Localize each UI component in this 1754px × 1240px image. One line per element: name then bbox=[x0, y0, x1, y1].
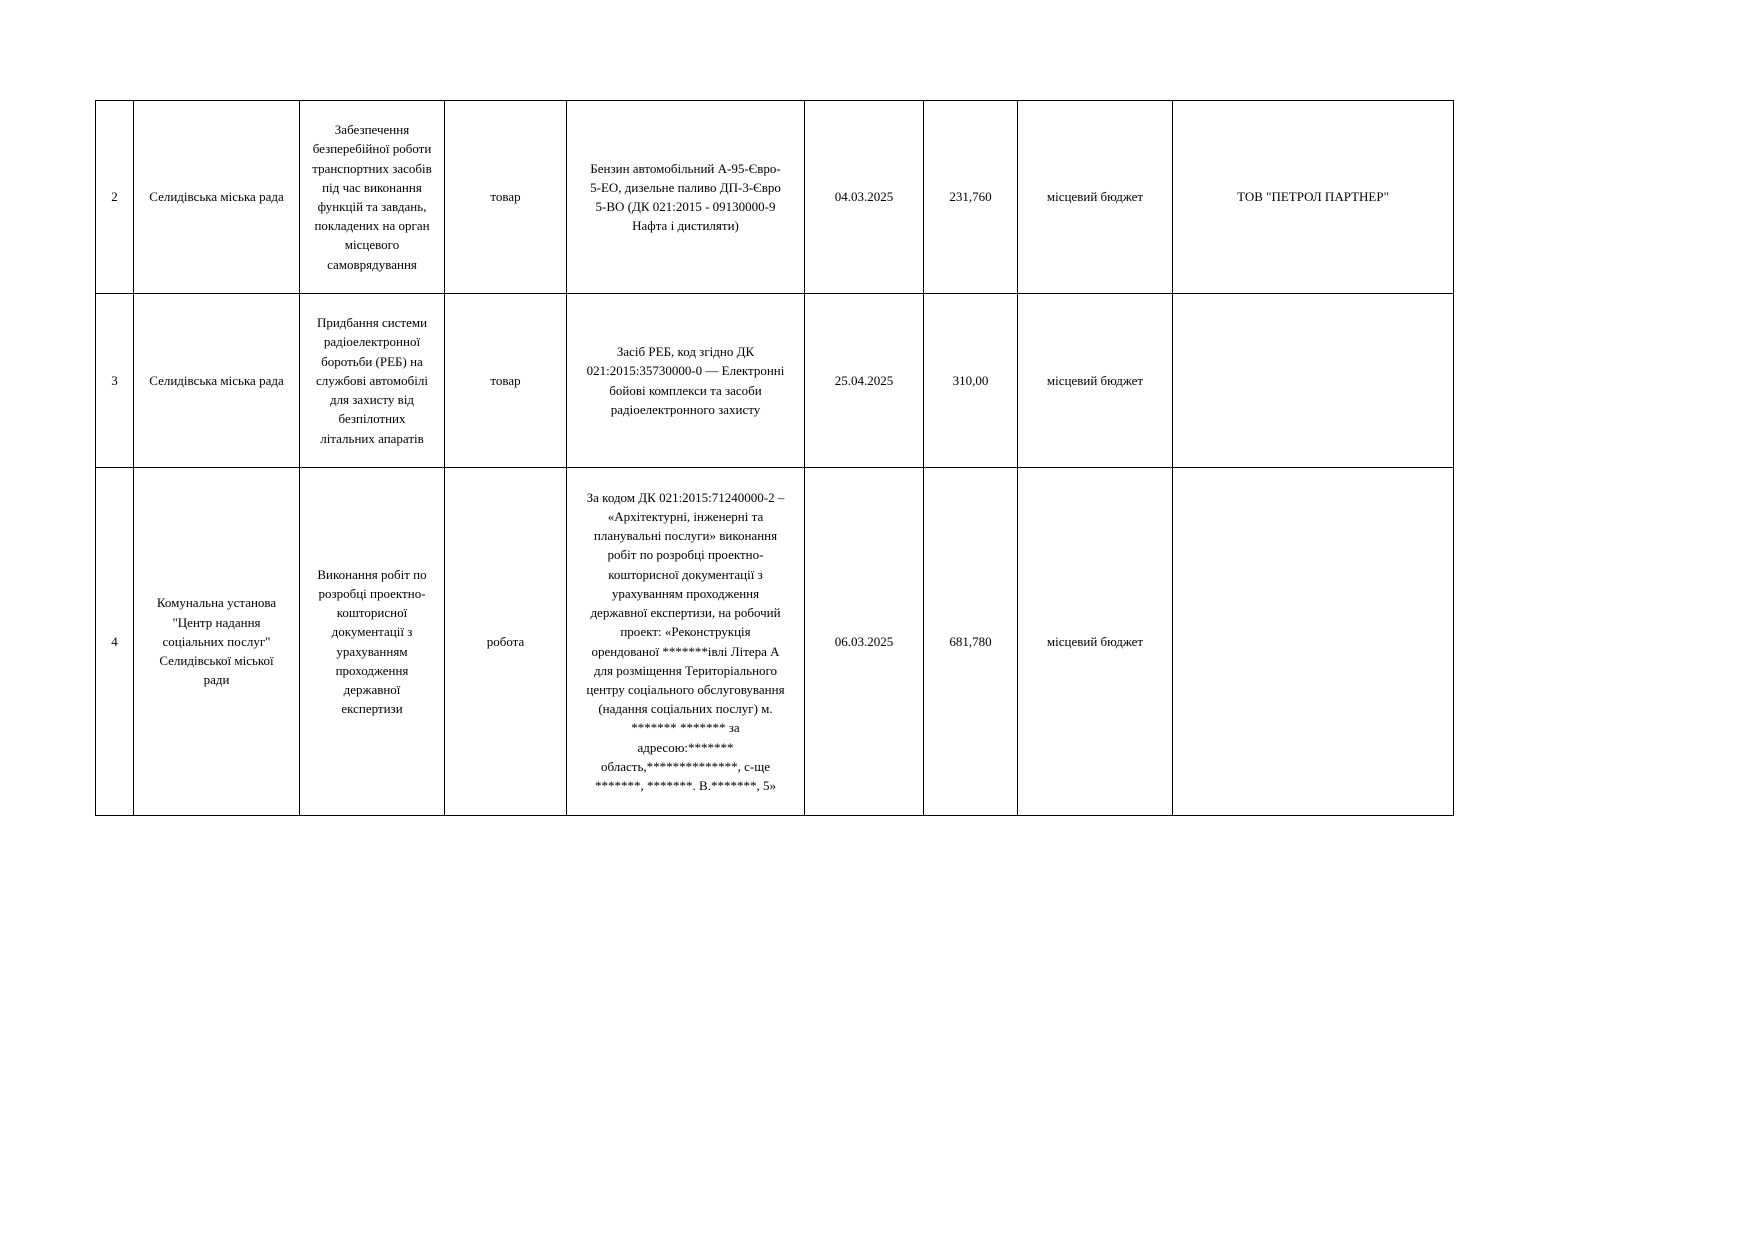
table-row bbox=[96, 468, 1454, 816]
procurement-subject-cell: Засіб РЕБ, код згідно ДК 021:2015:35730000-0 — Електронні бойові комплекси та засоби радіоелектронного захисту bbox=[567, 294, 805, 468]
procurement-table bbox=[95, 100, 1454, 816]
date-cell: 06.03.2025 bbox=[805, 468, 924, 816]
customer-cell: Комунальна установа "Центр надання соціальних послуг" Селидівської міської ради bbox=[134, 468, 300, 816]
date-cell: 04.03.2025 bbox=[805, 101, 924, 294]
amount-cell: 310,00 bbox=[924, 294, 1018, 468]
procurement-type-cell: робота bbox=[445, 468, 567, 816]
procurement-type-cell: товар bbox=[445, 101, 567, 294]
amount-cell: 231,760 bbox=[924, 101, 1018, 294]
table-row bbox=[96, 101, 1454, 294]
funding-source-cell: місцевий бюджет bbox=[1018, 101, 1173, 294]
funding-source-cell: місцевий бюджет bbox=[1018, 468, 1173, 816]
procurement-subject-cell: Бензин автомобільний А-95-Євро- 5-ЕО, дизельне паливо ДП-3-Євро 5-ВО (ДК 021:2015 - 09130000-9 Нафта і дистиляти) bbox=[567, 101, 805, 294]
procurement-subject-cell: За кодом ДК 021:2015:71240000-2 – «Архітектурні, інженерні та планувальні послуги» виконання робіт по розробці проектно- кошторисної документації з урахуванням проходження державної експертизи, на робочий проект: «Реконструкція орендованої *******івлі Літера А для розміщення Територіального центру соціального обслуговування (надання соціальних послуг) м. ******* ******* за адресою:******* область,**************, с-ще *******, *******. В.*******, 5» bbox=[567, 468, 805, 816]
row-number: 4 bbox=[96, 468, 134, 816]
purpose-cell: Забезпечення безперебійної роботи транспортних засобів під час виконання функцій та завдань, покладених на орган місцевого самоврядування bbox=[300, 101, 445, 294]
procurement-type-cell: товар bbox=[445, 294, 567, 468]
date-cell: 25.04.2025 bbox=[805, 294, 924, 468]
table-row bbox=[96, 294, 1454, 468]
row-number: 3 bbox=[96, 294, 134, 468]
customer-cell: Селидівська міська рада bbox=[134, 101, 300, 294]
supplier-cell bbox=[1173, 468, 1454, 816]
funding-source-cell: місцевий бюджет bbox=[1018, 294, 1173, 468]
row-number: 2 bbox=[96, 101, 134, 294]
purpose-cell: Виконання робіт по розробці проектно- кошторисної документації з урахуванням проходження державної експертизи bbox=[300, 468, 445, 816]
supplier-cell: ТОВ "ПЕТРОЛ ПАРТНЕР" bbox=[1173, 101, 1454, 294]
amount-cell: 681,780 bbox=[924, 468, 1018, 816]
customer-cell: Селидівська міська рада bbox=[134, 294, 300, 468]
purpose-cell: Придбання системи радіоелектронної боротьби (РЕБ) на службові автомобілі для захисту від безпілотних літальних апаратів bbox=[300, 294, 445, 468]
supplier-cell bbox=[1173, 294, 1454, 468]
